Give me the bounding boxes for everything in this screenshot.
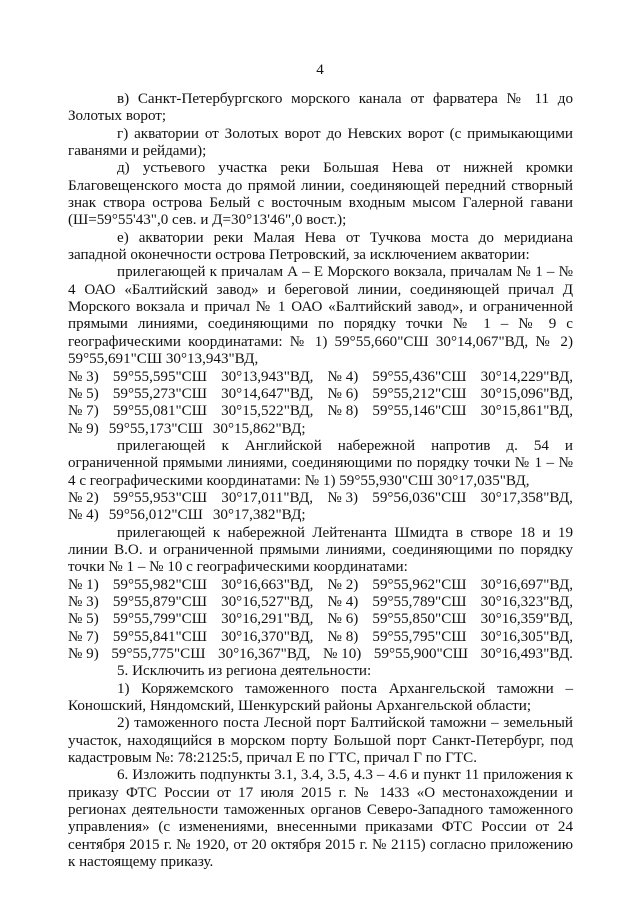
coord-row: № 9) 59°55,173"СШ 30°15,862"ВД; [68, 420, 306, 437]
paragraph-5-1: 1) Коряжемского таможенного поста Архангельской таможни – Коношский, Няндомский, Шенкурский районы Архангельской области; [68, 680, 573, 715]
paragraph-5: 5. Исключить из региона деятельности: [117, 663, 372, 680]
paragraph-nab-shmidta: прилегающей к набережной Лейтенанта Шмидта в створе 18 и 19 линии В.О. и ограниченной прямыми линиями, соединяющими по порядку точки № 1 – № 10 с географическими координатами: [68, 524, 573, 576]
paragraph-d: д) устьевого участка реки Большая Нева от нижней кромки Благовещенского моста до прямой линии, соединяющей передний створный знак створа острова Белый с восточным входным мысом Галерной гавани (Ш=59°55'43",0 сев. и Д=30°13'46",0 вост.); [68, 160, 573, 229]
paragraph-angliyskaya-nab: прилегающей к Английской набережной напротив д. 54 и ограниченной прямыми линиями, соединяющими по порядку точки № 1 – № 4 с географическими координатами: № 1) 59°55,930"СШ 30°17,035"ВД, [68, 437, 573, 489]
paragraph-6: 6. Изложить подпункты 3.1, 3.4, 3.5, 4.3 – 4.6 и пункт 11 приложения к приказу ФТС России от 17 июля 2015 г. № 1433 «О местонахождении и регионах деятельности таможенных органов Северо-Западного таможенного управления» (с изменениями, внесенными приказами ФТС России от 24 сентября 2015 г. № 1920, от 20 октября 2015 г. № 2115) согласно приложению к настоящему приказу. [68, 767, 573, 871]
page-number: 4 [316, 62, 324, 78]
coord-row: № 4) 59°56,012"СШ 30°17,382"ВД; [68, 507, 306, 524]
coordinates-list-3 [68, 577, 573, 664]
coord-row: № 5) 59°55,273"СШ 30°14,647"ВД, № 6) 59°55,212"СШ 30°15,096"ВД, [68, 385, 573, 402]
coord-row: № 1) 59°55,982"СШ 30°16,663"ВД, № 2) 59°55,962"СШ 30°16,697"ВД, [68, 576, 573, 593]
document-body [68, 91, 573, 871]
coord-row: № 7) 59°55,081"СШ 30°15,522"ВД, № 8) 59°55,146"СШ 30°15,861"ВД, [68, 403, 573, 420]
paragraph-morskoy-vokzal: прилегающей к причалам А – Е Морского вокзала, причалам № 1 – № 4 ОАО «Балтийский завод» и береговой линии, соединяющей причал Д Морского вокзала и причал № 1 ОАО «Балтийский завод», и ограниченной прямыми линиями, соединяющими по порядку точки № 1 – № 9 с географическими координатами: № 1) 59°55,660"СШ 30°14,067"ВД, № 2) 59°55,691"СШ 30°13,943"ВД, [68, 264, 573, 368]
coordinates-list-1 [68, 369, 573, 438]
paragraph-e: е) акватории реки Малая Нева от Тучкова моста до меридиана западной оконечности острова Петровский, за исключением акватории: [68, 229, 573, 264]
coord-row: № 2) 59°55,953"СШ 30°17,011"ВД, № 3) 59°56,036"СШ 30°17,358"ВД, [68, 489, 573, 506]
coord-row: № 9) 59°55,775"СШ 30°16,367"ВД, № 10) 59°55,900"СШ 30°16,493"ВД. [68, 646, 573, 662]
coord-row: № 7) 59°55,841"СШ 30°16,370"ВД, № 8) 59°55,795"СШ 30°16,305"ВД, [68, 628, 573, 645]
coordinates-list-2 [68, 490, 573, 525]
coord-row: № 5) 59°55,799"СШ 30°16,291"ВД, № 6) 59°55,850"СШ 30°16,359"ВД, [68, 611, 573, 628]
paragraph-g: г) акватории от Золотых ворот до Невских ворот (с примыкающими гаванями и рейдами); [68, 125, 573, 160]
paragraph-v: в) Санкт-Петербургского морского канала от фарватера № 11 до Золотых ворот; [68, 91, 573, 125]
paragraph-5-2: 2) таможенного поста Лесной порт Балтийской таможни – земельный участок, находящийся в морском порту Большой порт Санкт-Петербург, под кадастровым №: 78:2125:5, причал Е по ГТС, причал Г по ГТС. [68, 715, 573, 767]
coord-row: № 3) 59°55,595"СШ 30°13,943"ВД, № 4) 59°55,436"СШ 30°14,229"ВД, [68, 368, 573, 385]
coord-row: № 3) 59°55,879"СШ 30°16,527"ВД, № 4) 59°55,789"СШ 30°16,323"ВД, [68, 593, 573, 610]
